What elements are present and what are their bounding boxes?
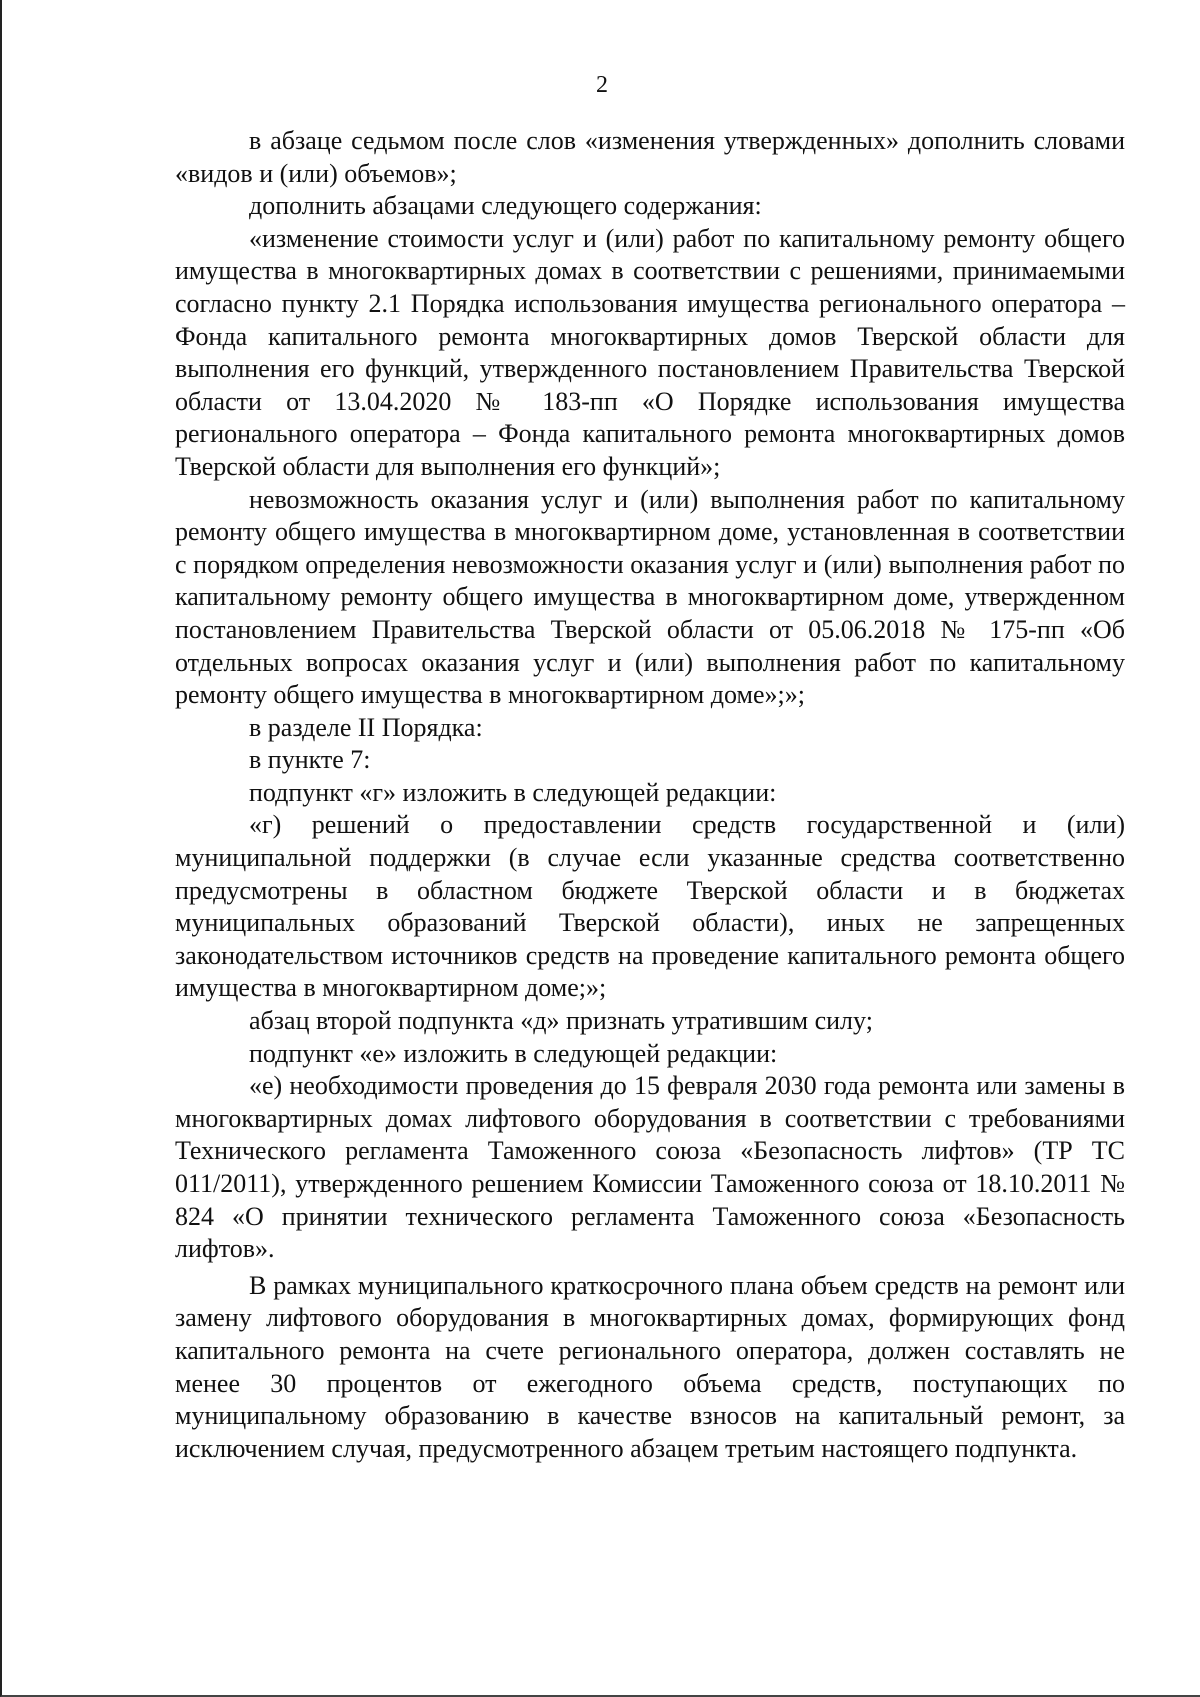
paragraph-11: «е) необходимости проведения до 15 февраля 2030 года ремонта или замены в многоквартирных домах лифтового оборудования в соответствии с требованиями Технического регламента Таможенного союза «Безопасность лифтов» (ТР ТС 011/2011), утвержденного решением Комиссии Таможенного союза от 18.10.2011 № 824 «О принятии технического регламента Таможенного союза «Безопасность лифтов». — [175, 1071, 1125, 1264]
page-number: 2 — [596, 72, 608, 98]
paragraph-1: в абзаце седьмом после слов «изменения утвержденных» дополнить словами «видов и (или) объемов»; — [175, 126, 1125, 188]
paragraph-2: дополнить абзацами следующего содержания: — [249, 191, 762, 221]
paragraph-7: подпункт «г» изложить в следующей редакции: — [249, 777, 777, 807]
paragraph-10: подпункт «е» изложить в следующей редакции: — [249, 1038, 778, 1068]
paragraph-6: в пункте 7: — [249, 745, 371, 775]
paragraph-5: в разделе II Порядка: — [249, 712, 483, 742]
document-body — [175, 125, 1125, 1465]
paragraph-3: «изменение стоимости услуг и (или) работ по капитальному ремонту общего имущества в многоквартирных домах в соответствии с решениями, принимаемыми согласно пункту 2.1 Порядка использования имущества регионального оператора – Фонда капитального ремонта многоквартирных домов Тверской области для выполнения его функций, утвержденного постановлением Правительства Тверской области от 13.04.2020 № 183-пп «О Порядке использования имущества регионального оператора – Фонда капитального ремонта многоквартирных домов Тверской области для выполнения его функций»; — [175, 223, 1125, 481]
paragraph-4: невозможность оказания услуг и (или) выполнения работ по капитальному ремонту общего имущества в многоквартирном доме, установленная в соответствии с порядком определения невозможности оказания услуг и (или) выполнения работ по капитальному ремонту общего имущества в многоквартирном доме, утвержденном постановлением Правительства Тверской области от 05.06.2018 № 175-пп «Об отдельных вопросах оказания услуг и (или) выполнения работ по капитальному ремонту общего имущества в многоквартирном доме»;»; — [175, 484, 1125, 710]
paragraph-9: абзац второй подпункта «д» признать утратившим силу; — [249, 1006, 873, 1036]
paragraph-8: «г) решений о предоставлении средств государственной и (или) муниципальной поддержки (в случае если указанные средства соответственно предусмотрены в областном бюджете Тверской области и в бюджетах муниципальных образований Тверской области), иных не запрещенных законодательством источников средств на проведение капитального ремонта общего имущества в многоквартирном доме;»; — [175, 810, 1125, 1003]
paragraph-12: В рамках муниципального краткосрочного плана объем средств на ремонт или замену лифтового оборудования в многоквартирных домах, формирующих фонд капитального ремонта на счете регионального оператора, должен составлять не менее 30 процентов от ежегодного объема средств, поступающих по муниципальному образованию в качестве взносов на капитальный ремонт, за исключением случая, предусмотренного абзацем третьим настоящего подпункта. — [175, 1270, 1125, 1463]
